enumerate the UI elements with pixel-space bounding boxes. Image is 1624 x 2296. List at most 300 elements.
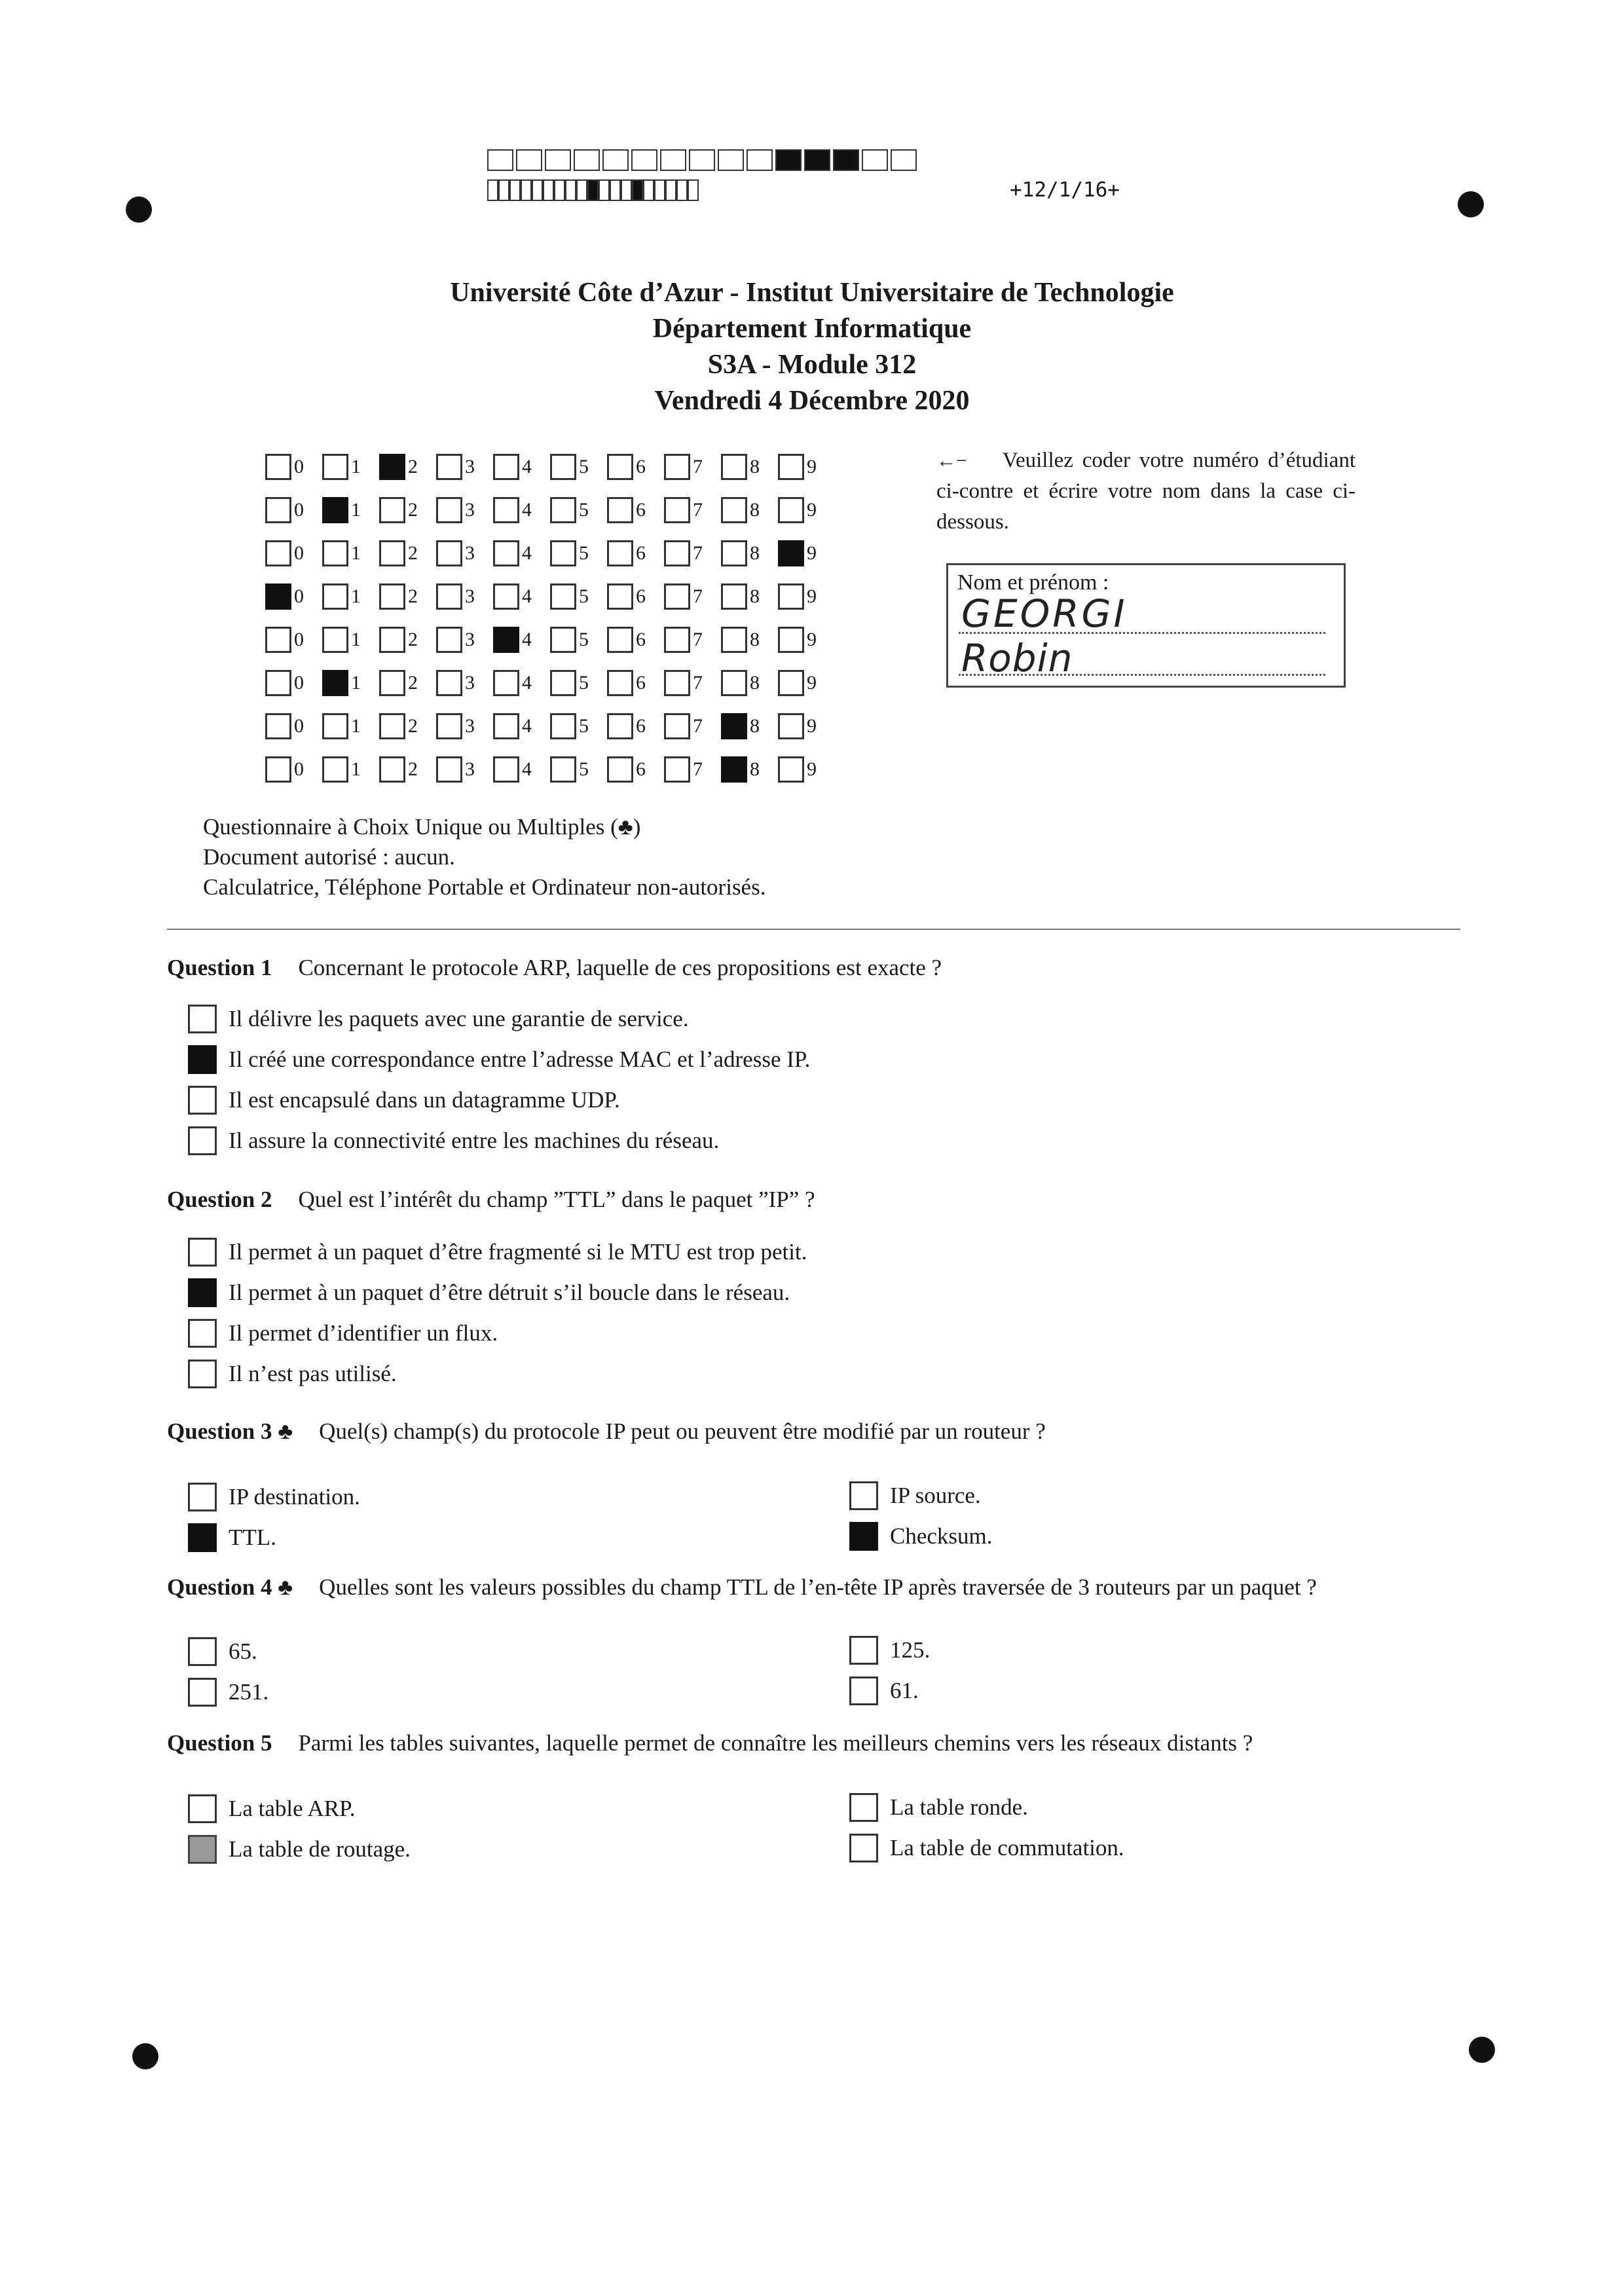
digit-option[interactable] <box>436 756 493 783</box>
student-id-row-4 <box>265 575 835 618</box>
digit-checkbox[interactable] <box>550 540 576 566</box>
digit-checkbox[interactable] <box>265 497 291 523</box>
answer-checkbox[interactable] <box>188 1126 217 1155</box>
digit-checkbox[interactable] <box>436 540 462 566</box>
digit-label: 5 <box>579 499 589 521</box>
digit-checkbox[interactable] <box>607 713 633 739</box>
digit-option[interactable] <box>436 670 493 696</box>
digit-label: 3 <box>465 715 475 737</box>
digit-label: 6 <box>636 629 646 650</box>
answer-checkbox[interactable] <box>849 1636 878 1665</box>
digit-checkbox[interactable] <box>322 756 348 783</box>
question-4-label: Question 4 ♣ <box>167 1574 293 1600</box>
answer-checkbox[interactable] <box>188 1483 217 1511</box>
digit-label: 9 <box>807 715 817 737</box>
barcode-cell <box>804 149 830 171</box>
digit-option[interactable] <box>721 756 778 783</box>
digit-label: 6 <box>636 499 646 521</box>
barcode-cell <box>689 149 715 171</box>
digit-label: 6 <box>636 758 646 780</box>
digit-label: 5 <box>579 542 589 564</box>
student-id-row-8 <box>265 748 835 791</box>
digit-checkbox[interactable] <box>721 713 747 739</box>
answer-option-q1[interactable] <box>188 1005 689 1033</box>
digit-option[interactable] <box>265 756 322 783</box>
digit-option[interactable] <box>493 713 550 739</box>
question-1 <box>167 955 942 981</box>
digit-checkbox[interactable] <box>265 713 291 739</box>
digit-option[interactable] <box>607 756 664 783</box>
digit-label: 3 <box>465 542 475 564</box>
answer-checkbox[interactable] <box>188 1238 217 1267</box>
answer-text: 251. <box>229 1679 269 1705</box>
digit-option[interactable] <box>664 713 721 739</box>
digit-checkbox[interactable] <box>379 670 405 696</box>
digit-option[interactable] <box>265 713 322 739</box>
digit-option[interactable] <box>778 756 835 783</box>
digit-checkbox[interactable] <box>721 670 747 696</box>
barcode-cell <box>521 179 532 201</box>
digit-checkbox[interactable] <box>322 540 348 566</box>
digit-label: 4 <box>522 456 532 477</box>
student-id-grid <box>265 445 835 791</box>
digit-option[interactable] <box>664 627 721 653</box>
answer-text: La table ARP. <box>229 1796 356 1821</box>
digit-checkbox[interactable] <box>664 756 690 783</box>
answer-option-q3[interactable] <box>849 1481 981 1510</box>
digit-option[interactable] <box>265 670 322 696</box>
digit-option[interactable] <box>550 583 607 610</box>
answer-text: Il permet d’identifier un flux. <box>229 1320 498 1346</box>
digit-label: 7 <box>693 499 703 521</box>
info-documents: Document autorisé : aucun. <box>203 844 455 870</box>
digit-label: 4 <box>522 585 532 607</box>
digit-option[interactable] <box>493 583 550 610</box>
digit-checkbox[interactable] <box>778 583 804 610</box>
answer-option-q4[interactable] <box>188 1637 257 1666</box>
question-3-text: Quel(s) champ(s) du protocole IP peut ou peuvent être modifié par un routeur ? <box>319 1418 1046 1444</box>
barcode-cell <box>509 179 521 201</box>
digit-option[interactable] <box>778 454 835 480</box>
student-id-row-6 <box>265 661 835 705</box>
answer-option-q5[interactable] <box>188 1835 411 1864</box>
answer-option-q3[interactable] <box>188 1483 360 1511</box>
digit-checkbox[interactable] <box>664 627 690 653</box>
handwritten-last-name: GEORGI <box>961 591 1128 636</box>
answer-checkbox[interactable] <box>188 1794 217 1823</box>
digit-checkbox[interactable] <box>550 627 576 653</box>
digit-option[interactable] <box>436 627 493 653</box>
answer-text: Il est encapsulé dans un datagramme UDP. <box>229 1087 620 1113</box>
digit-option[interactable] <box>265 454 322 480</box>
id-instructions <box>936 445 1356 538</box>
digit-option[interactable] <box>265 540 322 566</box>
barcode-cell <box>862 149 888 171</box>
digit-label: 1 <box>351 672 361 694</box>
registration-dot-bottom-right <box>1469 2037 1495 2063</box>
digit-checkbox[interactable] <box>265 540 291 566</box>
question-2-text: Quel est l’intérêt du champ ”TTL” dans le paquet ”IP” ? <box>298 1187 815 1212</box>
digit-checkbox[interactable] <box>778 670 804 696</box>
digit-label: 6 <box>636 715 646 737</box>
digit-label: 7 <box>693 585 703 607</box>
digit-option[interactable] <box>379 756 436 783</box>
digit-checkbox[interactable] <box>265 756 291 783</box>
header-university: Université Côte d’Azur - Institut Universitaire de Technologie <box>450 278 1174 308</box>
digit-checkbox[interactable] <box>493 497 519 523</box>
question-5 <box>167 1730 1253 1756</box>
digit-option[interactable] <box>664 756 721 783</box>
digit-checkbox[interactable] <box>493 670 519 696</box>
answer-text: Il créé une correspondance entre l’adresse MAC et l’adresse IP. <box>229 1046 811 1072</box>
digit-checkbox[interactable] <box>721 454 747 480</box>
answer-option-q5[interactable] <box>849 1793 1028 1822</box>
digit-checkbox[interactable] <box>664 670 690 696</box>
digit-option[interactable] <box>664 583 721 610</box>
digit-option[interactable] <box>379 583 436 610</box>
digit-checkbox[interactable] <box>265 627 291 653</box>
digit-option[interactable] <box>550 540 607 566</box>
digit-option[interactable] <box>550 670 607 696</box>
barcode-cell <box>688 179 699 201</box>
exam-header <box>0 275 1624 419</box>
digit-checkbox[interactable] <box>322 583 348 610</box>
digit-option[interactable] <box>607 540 664 566</box>
answer-checkbox[interactable] <box>188 1086 217 1115</box>
digit-checkbox[interactable] <box>721 497 747 523</box>
digit-checkbox[interactable] <box>379 627 405 653</box>
digit-checkbox[interactable] <box>436 583 462 610</box>
answer-checkbox[interactable] <box>849 1481 878 1510</box>
digit-checkbox[interactable] <box>493 627 519 653</box>
digit-checkbox[interactable] <box>778 713 804 739</box>
digit-checkbox[interactable] <box>778 756 804 783</box>
digit-checkbox[interactable] <box>379 454 405 480</box>
digit-option[interactable] <box>265 497 322 523</box>
info-devices: Calculatrice, Téléphone Portable et Ordinateur non-autorisés. <box>203 874 766 900</box>
digit-checkbox[interactable] <box>607 454 633 480</box>
digit-checkbox[interactable] <box>436 497 462 523</box>
digit-option[interactable] <box>664 670 721 696</box>
digit-option[interactable] <box>550 756 607 783</box>
digit-option[interactable] <box>379 454 436 480</box>
digit-option[interactable] <box>265 583 322 610</box>
name-line-1 <box>959 632 1325 634</box>
digit-checkbox[interactable] <box>265 454 291 480</box>
digit-checkbox[interactable] <box>379 540 405 566</box>
digit-checkbox[interactable] <box>322 670 348 696</box>
digit-option[interactable] <box>607 454 664 480</box>
digit-label: 0 <box>294 585 304 607</box>
digit-option[interactable] <box>493 454 550 480</box>
digit-checkbox[interactable] <box>607 756 633 783</box>
digit-label: 2 <box>408 456 418 477</box>
barcode-cell <box>574 149 600 171</box>
handwritten-first-name: Robin <box>961 636 1073 680</box>
digit-option[interactable] <box>493 497 550 523</box>
id-instructions-text: Veuillez coder votre numéro d’étudiant ci-contre et écrire votre nom dans la case ci-dessous. <box>936 449 1356 534</box>
answer-option-q5[interactable] <box>849 1834 1124 1862</box>
digit-checkbox[interactable] <box>607 497 633 523</box>
digit-option[interactable] <box>721 583 778 610</box>
question-1-text: Concernant le protocole ARP, laquelle de ces propositions est exacte ? <box>298 955 942 980</box>
digit-checkbox[interactable] <box>322 454 348 480</box>
answer-checkbox[interactable] <box>849 1793 878 1822</box>
answer-checkbox[interactable] <box>188 1637 217 1666</box>
digit-checkbox[interactable] <box>664 713 690 739</box>
digit-checkbox[interactable] <box>436 627 462 653</box>
answer-option-q2[interactable] <box>188 1238 807 1267</box>
digit-option[interactable] <box>436 497 493 523</box>
answer-checkbox[interactable] <box>188 1278 217 1307</box>
barcode-cell <box>565 179 576 201</box>
answer-text: La table ronde. <box>890 1794 1028 1820</box>
answer-text: Il assure la connectivité entre les machines du réseau. <box>229 1128 720 1153</box>
digit-option[interactable] <box>664 540 721 566</box>
answer-checkbox[interactable] <box>188 1045 217 1074</box>
barcode-cell <box>654 179 665 201</box>
digit-option[interactable] <box>379 497 436 523</box>
digit-label: 7 <box>693 758 703 780</box>
digit-option[interactable] <box>664 497 721 523</box>
digit-label: 7 <box>693 629 703 650</box>
digit-label: 8 <box>750 499 760 521</box>
digit-option[interactable] <box>379 627 436 653</box>
digit-checkbox[interactable] <box>721 756 747 783</box>
digit-checkbox[interactable] <box>664 583 690 610</box>
digit-checkbox[interactable] <box>550 583 576 610</box>
digit-checkbox[interactable] <box>379 713 405 739</box>
digit-checkbox[interactable] <box>607 540 633 566</box>
answer-text: Checksum. <box>890 1523 993 1549</box>
digit-option[interactable] <box>550 627 607 653</box>
digit-label: 9 <box>807 758 817 780</box>
answer-option-q3[interactable] <box>849 1522 993 1551</box>
barcode-cell <box>487 179 498 201</box>
digit-checkbox[interactable] <box>721 540 747 566</box>
digit-option[interactable] <box>778 583 835 610</box>
question-4-text: Quelles sont les valeurs possibles du champ TTL de l’en-tête IP après traversée de 3 routeurs par un paquet ? <box>319 1574 1317 1600</box>
digit-label: 5 <box>579 758 589 780</box>
digit-option[interactable] <box>436 713 493 739</box>
digit-option[interactable] <box>322 670 379 696</box>
digit-option[interactable] <box>322 627 379 653</box>
digit-label: 6 <box>636 542 646 564</box>
digit-checkbox[interactable] <box>778 627 804 653</box>
digit-option[interactable] <box>322 713 379 739</box>
digit-option[interactable] <box>322 540 379 566</box>
digit-option[interactable] <box>607 583 664 610</box>
answer-option-q1[interactable] <box>188 1045 810 1074</box>
answer-checkbox[interactable] <box>849 1676 878 1705</box>
digit-checkbox[interactable] <box>550 454 576 480</box>
digit-option[interactable] <box>436 583 493 610</box>
digit-checkbox[interactable] <box>436 670 462 696</box>
digit-checkbox[interactable] <box>721 627 747 653</box>
digit-checkbox[interactable] <box>493 756 519 783</box>
digit-label: 5 <box>579 585 589 607</box>
digit-label: 3 <box>465 456 475 477</box>
digit-checkbox[interactable] <box>493 540 519 566</box>
digit-label: 2 <box>408 629 418 650</box>
digit-option[interactable] <box>436 540 493 566</box>
answer-option-q2[interactable] <box>188 1319 498 1348</box>
answer-checkbox[interactable] <box>188 1005 217 1033</box>
digit-option[interactable] <box>379 540 436 566</box>
digit-option[interactable] <box>721 497 778 523</box>
digit-option[interactable] <box>778 713 835 739</box>
barcode-cell <box>516 149 542 171</box>
digit-checkbox[interactable] <box>493 583 519 610</box>
digit-checkbox[interactable] <box>664 540 690 566</box>
digit-option[interactable] <box>322 497 379 523</box>
name-box[interactable] <box>946 563 1346 688</box>
digit-option[interactable] <box>778 497 835 523</box>
answer-option-q3[interactable] <box>188 1523 276 1552</box>
digit-option[interactable] <box>778 670 835 696</box>
answer-checkbox[interactable] <box>849 1834 878 1862</box>
digit-option[interactable] <box>493 670 550 696</box>
digit-label: 5 <box>579 629 589 650</box>
digit-checkbox[interactable] <box>550 670 576 696</box>
digit-checkbox[interactable] <box>607 583 633 610</box>
digit-checkbox[interactable] <box>493 454 519 480</box>
digit-label: 4 <box>522 715 532 737</box>
digit-option[interactable] <box>379 670 436 696</box>
digit-option[interactable] <box>550 454 607 480</box>
digit-checkbox[interactable] <box>379 497 405 523</box>
digit-checkbox[interactable] <box>778 540 804 566</box>
digit-label: 2 <box>408 758 418 780</box>
barcode-cell <box>621 179 632 201</box>
digit-checkbox[interactable] <box>778 454 804 480</box>
digit-option[interactable] <box>607 627 664 653</box>
answer-text: La table de commutation. <box>890 1835 1124 1861</box>
digit-option[interactable] <box>721 627 778 653</box>
digit-option[interactable] <box>721 454 778 480</box>
separator-line <box>167 929 1460 930</box>
digit-label: 5 <box>579 672 589 694</box>
digit-label: 3 <box>465 629 475 650</box>
answer-option-q2[interactable] <box>188 1360 397 1388</box>
digit-checkbox[interactable] <box>721 583 747 610</box>
digit-option[interactable] <box>778 627 835 653</box>
barcode-cell <box>498 179 509 201</box>
digit-checkbox[interactable] <box>778 497 804 523</box>
digit-option[interactable] <box>493 756 550 783</box>
digit-option[interactable] <box>436 454 493 480</box>
digit-checkbox[interactable] <box>550 713 576 739</box>
digit-checkbox[interactable] <box>607 627 633 653</box>
digit-checkbox[interactable] <box>664 497 690 523</box>
digit-checkbox[interactable] <box>493 713 519 739</box>
answer-option-q4[interactable] <box>849 1676 919 1705</box>
answer-option-q5[interactable] <box>188 1794 355 1823</box>
digit-option[interactable] <box>493 627 550 653</box>
digit-checkbox[interactable] <box>436 454 462 480</box>
answer-text: La table de routage. <box>229 1836 411 1862</box>
barcode-cell <box>602 149 629 171</box>
digit-option[interactable] <box>322 454 379 480</box>
digit-label: 9 <box>807 499 817 521</box>
digit-checkbox[interactable] <box>550 497 576 523</box>
digit-checkbox[interactable] <box>265 670 291 696</box>
digit-option[interactable] <box>607 713 664 739</box>
question-3 <box>167 1418 1046 1445</box>
question-5-label: Question 5 <box>167 1730 272 1756</box>
answer-checkbox[interactable] <box>188 1835 217 1864</box>
digit-option[interactable] <box>550 713 607 739</box>
digit-checkbox[interactable] <box>322 627 348 653</box>
digit-label: 0 <box>294 499 304 521</box>
digit-checkbox[interactable] <box>265 583 291 610</box>
digit-checkbox[interactable] <box>379 583 405 610</box>
digit-option[interactable] <box>550 497 607 523</box>
digit-option[interactable] <box>721 670 778 696</box>
digit-option[interactable] <box>322 756 379 783</box>
barcode-cell <box>833 149 859 171</box>
digit-checkbox[interactable] <box>322 497 348 523</box>
digit-label: 1 <box>351 542 361 564</box>
digit-option[interactable] <box>664 454 721 480</box>
digit-label: 6 <box>636 585 646 607</box>
answer-option-q2[interactable] <box>188 1278 790 1307</box>
digit-option[interactable] <box>721 540 778 566</box>
digit-label: 2 <box>408 542 418 564</box>
digit-option[interactable] <box>322 583 379 610</box>
barcode-cell <box>632 179 643 201</box>
digit-checkbox[interactable] <box>379 756 405 783</box>
digit-label: 6 <box>636 456 646 477</box>
digit-option[interactable] <box>265 627 322 653</box>
digit-option[interactable] <box>379 713 436 739</box>
digit-label: 8 <box>750 629 760 650</box>
digit-label: 2 <box>408 585 418 607</box>
barcode-row-1 <box>487 149 919 171</box>
answer-text: Il permet à un paquet d’être fragmenté si le MTU est trop petit. <box>229 1239 807 1265</box>
barcode-cell <box>610 179 621 201</box>
answer-checkbox[interactable] <box>188 1678 217 1707</box>
digit-checkbox[interactable] <box>550 756 576 783</box>
digit-option[interactable] <box>607 670 664 696</box>
digit-option[interactable] <box>493 540 550 566</box>
digit-label: 1 <box>351 499 361 521</box>
digit-label: 2 <box>408 715 418 737</box>
answer-checkbox[interactable] <box>188 1360 217 1388</box>
answer-checkbox[interactable] <box>188 1319 217 1348</box>
digit-checkbox[interactable] <box>436 713 462 739</box>
digit-label: 4 <box>522 672 532 694</box>
digit-option[interactable] <box>721 713 778 739</box>
digit-label: 5 <box>579 715 589 737</box>
answer-option-q4[interactable] <box>188 1678 268 1707</box>
answer-option-q4[interactable] <box>849 1636 930 1665</box>
digit-checkbox[interactable] <box>436 756 462 783</box>
digit-option[interactable] <box>607 497 664 523</box>
answer-checkbox[interactable] <box>849 1522 878 1551</box>
answer-option-q1[interactable] <box>188 1086 620 1115</box>
answer-option-q1[interactable] <box>188 1126 719 1155</box>
digit-checkbox[interactable] <box>607 670 633 696</box>
digit-option[interactable] <box>778 540 835 566</box>
question-4 <box>167 1574 1317 1601</box>
digit-checkbox[interactable] <box>664 454 690 480</box>
answer-checkbox[interactable] <box>188 1523 217 1552</box>
digit-label: 8 <box>750 542 760 564</box>
digit-checkbox[interactable] <box>322 713 348 739</box>
digit-label: 4 <box>522 499 532 521</box>
digit-label: 7 <box>693 672 703 694</box>
